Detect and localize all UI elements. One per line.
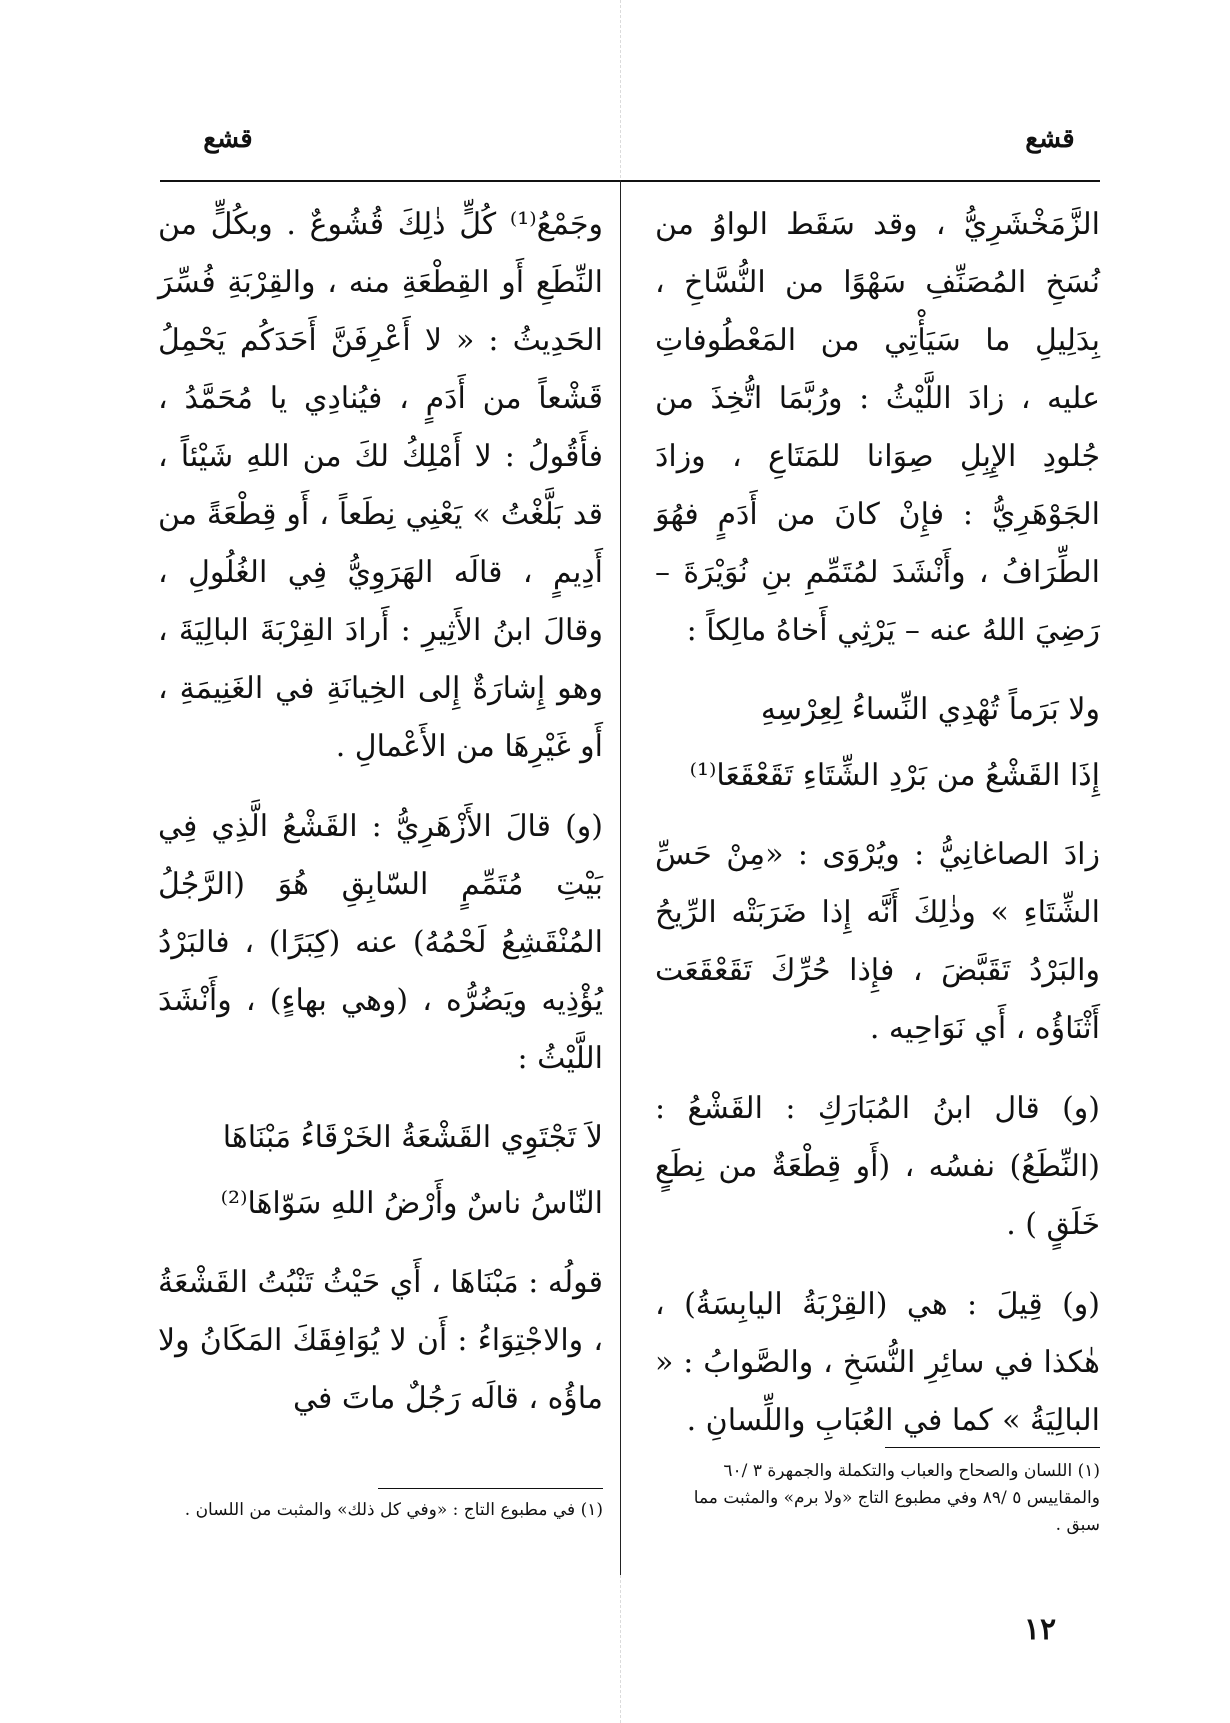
header-rule bbox=[160, 180, 1100, 182]
page-number: ١٢ bbox=[1023, 1612, 1057, 1647]
left-paragraph-3: قولُه : مَبْنَاهَا ، أَي حَيْثُ تَنْبُتُ القَشْعَةُ ، والاجْتِوَاءُ : أَن لا يُوَافِقَكَ المَكَانُ ولا ماؤُه ، قالَه رَجُلٌ ماتَ في bbox=[158, 1265, 603, 1416]
right-column bbox=[655, 196, 1100, 1472]
left-running-header: قشع bbox=[203, 124, 253, 154]
left-column bbox=[158, 196, 603, 1440]
right-footnote-rule bbox=[885, 1447, 1100, 1448]
right-paragraph-3: (و) قال ابنُ المُبَارَكِ : القَشْعُ : (النِّطَعُ) نفسُه ، (أَو قِطْعَةٌ من نِطَعٍ خَلَقٍ ) . bbox=[655, 1091, 1100, 1242]
right-footnote: (١) اللسان والصحاح والعباب والتكملة والجمهرة ٣ /٦٠ والمقاييس ٥ /٨٩ وفي مطبوع التاج «ولا برم» والمثبت مما سبق . bbox=[693, 1461, 1100, 1535]
left-paragraph-1: وجَمْعُ⁽¹⁾ كُلٍّ ذٰلِكَ قُشُوعٌ . وبكُلٍّ من النِّطَعِ أَو القِطْعَةِ منه ، والقِرْبَةِ فُسِّرَ الحَدِيثُ : « لا أَعْرِفَنَّ أَحَدَكُم يَحْمِلُ قَشْعاً من أَدَمٍ ، فيُنادِي يا مُحَمَّدُ ، فأَقُولُ : لا أَمْلِكُ لكَ من اللهِ شَيْئاً ، قد بَلَّغْتُ » يَعْنِي نِطَعاً ، أَو قِطْعَةً من أَدِيمٍ ، قالَه الهَرَوِيُّ فِي الغُلُولِ ، وقالَ ابنُ الأَثِيرِ : أَرادَ القِرْبَةَ البالِيَةَ ، وهو إِشارَةٌ إِلى الخِيانَةِ في الغَنِيمَةِ ، أَو غَيْرِهَا من الأَعْمالِ . bbox=[158, 207, 603, 764]
left-footnote: (١) في مطبوع التاج : «وفي كل ذلك» والمثبت من اللسان . bbox=[184, 1500, 603, 1520]
column-divider bbox=[620, 180, 621, 1575]
left-verse-hemistich-1: لاَ تَجْتَوِي القَشْعَةُ الخَرْقَاءُ مَبْنَاهَا bbox=[222, 1120, 603, 1155]
right-running-header: قشع bbox=[1025, 124, 1075, 154]
right-verse-hemistich-2: إِذَا القَشْعُ من بَرْدِ الشِّتَاءِ تَقَعْقَعَا⁽¹⁾ bbox=[689, 758, 1100, 793]
left-footnote-rule bbox=[378, 1488, 603, 1489]
right-verse-hemistich-1: ولا بَرَماً تُهْدِي النِّساءُ لِعِرْسِهِ bbox=[760, 692, 1100, 727]
left-paragraph-2: (و) قالَ الأَزْهَرِيُّ : القَشْعُ الَّذِي فِي بَيْتِ مُتَمِّمٍ السّابِقِ هُوَ (الرَّجُلُ المُنْقَشِعُ لَحْمُهُ) عنه (كِبَرًا) ، فالبَرْدُ يُؤْذِيه ويَضُرُّه ، (وهي بهاءٍ) ، وأَنْشَدَ اللَّيْثُ : bbox=[158, 809, 603, 1076]
right-paragraph-2: زادَ الصاغانِيُّ : ويُرْوَى : «مِنْ حَسِّ الشِّتَاءِ » وذٰلِكَ أَنَّه إِذا ضَرَبَتْه الرِّيحُ والبَرْدُ تَقَبَّضَ ، فإِذا حُرِّكَ تَقَعْقَعَت أَثْنَاؤُه ، أَي نَوَاحِيه . bbox=[655, 837, 1100, 1046]
left-verse-hemistich-2: النّاسُ ناسٌ وأَرْضُ اللهِ سَوّاهَا⁽²⁾ bbox=[220, 1186, 603, 1221]
right-paragraph-1: الزَّمَخْشَرِيُّ ، وقد سَقَط الواوُ من نُسَخِ المُصَنِّفِ سَهْوًا من النُّسَّاخِ ، بِدَلِيلِ ما سَيَأْتِي من المَعْطُوفاتِ عليه ، زادَ اللَّيْثُ : ورُبَّمَا اتُّخِذَ من جُلودِ الإِبِلِ صِوَانا للمَتَاعِ ، وزادَ الجَوْهَرِيُّ : فإِنْ كانَ من أَدَمٍ فهُوَ الطِّرَافُ ، وأَنْشَدَ لمُتَمِّمِ بنِ نُوَيْرَةَ – رَضِيَ اللهُ عنه – يَرْثِي أَخاهُ مالِكاً : bbox=[655, 207, 1100, 648]
right-paragraph-4: (و) قِيلَ : هي (القِرْبَةُ اليابِسَةُ) ، هٰكذا في سائِرِ النُّسَخِ ، والصَّوابُ : « البالِيَةُ » كما في العُبَابِ واللِّسانِ . bbox=[655, 1287, 1100, 1438]
